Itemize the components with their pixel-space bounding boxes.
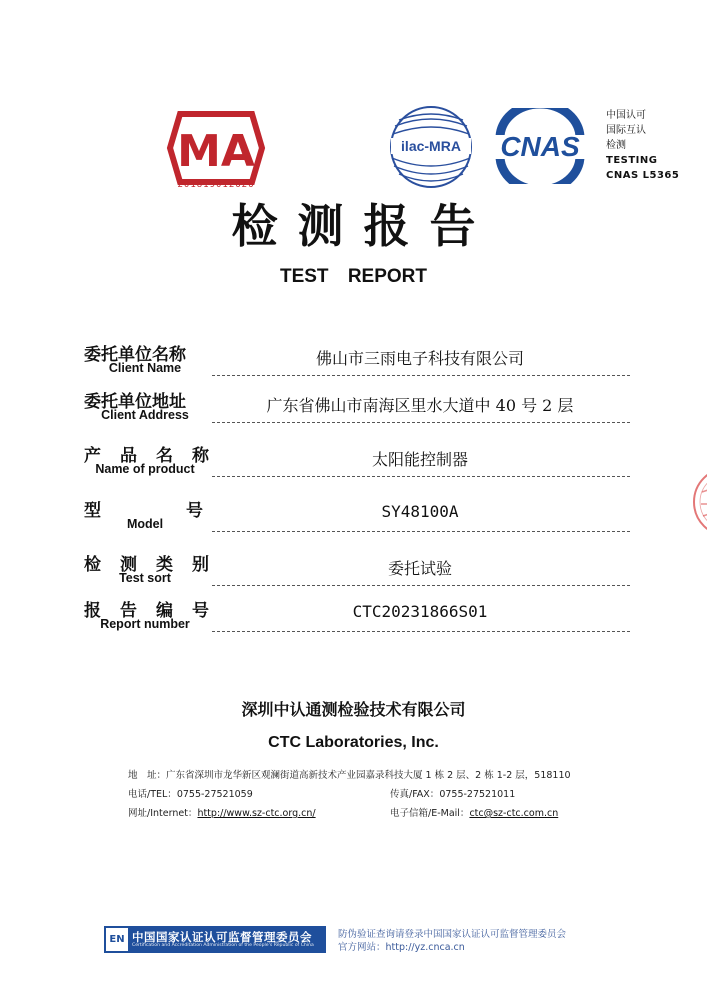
cnca-emblem-icon: EN: [106, 928, 128, 951]
verify-line: 防伪验证查询请登录中国国家认证认可监督管理委员会: [338, 929, 567, 940]
fax-label: 传真/FAX：: [390, 789, 440, 800]
verification-note: [338, 928, 566, 954]
field-label-cn: 产品名称: [84, 446, 228, 466]
field-value: 佛山市三雨电子科技有限公司: [315, 349, 524, 368]
company-email: [390, 805, 558, 819]
cma-code: 201819012626: [177, 180, 255, 190]
field-label-en: Model: [126, 517, 164, 531]
company-name-en: CTC Laboratories, Inc.: [268, 734, 439, 751]
cnas-line: 国际互认: [606, 125, 646, 136]
company-name-cn: 深圳中认通测检验技术有限公司: [241, 700, 466, 719]
field-label-en: Client Name: [108, 361, 182, 375]
company-web: [128, 805, 316, 819]
email-link[interactable]: ctc@sz-ctc.com.cn: [469, 808, 559, 819]
ilac-mra-logo: [385, 104, 477, 190]
fax-value: 0755-27521011: [439, 789, 516, 800]
field-value: 委托试验: [387, 559, 452, 578]
field-label-en: Name of product: [95, 462, 195, 476]
tel-label: 电话/TEL：: [128, 789, 177, 800]
svg-text:ilac-MRA: ilac-MRA: [401, 138, 461, 154]
field-client-address: [84, 387, 630, 437]
report-title-cn: 检测报告: [231, 199, 496, 253]
company-address: 地 址：广东省深圳市龙华新区观澜街道高新技术产业园嘉录科技大厦 1 栋 2 层、2 栋 1-2 层，518110: [128, 770, 571, 781]
field-model: [84, 496, 630, 546]
field-label-cn: 检测类别: [84, 555, 228, 575]
company-fax: [390, 786, 515, 800]
svg-text:MA: MA: [177, 126, 255, 177]
field-client-name: [84, 340, 630, 390]
field-underline: [212, 631, 630, 632]
field-underline: [212, 422, 630, 423]
field-label-cn: 委托单位地址: [84, 392, 186, 412]
verify-line: 官方网站：http://yz.cnca.cn: [338, 942, 465, 953]
web-label: 网址/Internet：: [128, 808, 198, 819]
tel-value: 0755-27521059: [176, 789, 253, 800]
field-label-en: Client Address: [101, 408, 189, 422]
company-tel: [128, 786, 253, 800]
cnca-banner: [104, 926, 326, 953]
field-label-cn: 型号: [84, 501, 288, 521]
cnca-banner-cn: 中国国家认证认可监督管理委员会: [132, 930, 312, 944]
field-label-en: Test sort: [119, 571, 171, 585]
red-seal-stamp-icon: [688, 462, 707, 542]
field-value: SY48100A: [381, 502, 459, 521]
field-label-en: Report number: [100, 617, 190, 631]
field-report-number: [84, 596, 630, 646]
field-underline: [212, 531, 630, 532]
report-title-en: TEST REPORT: [279, 266, 427, 287]
email-label: 电子信箱/E-Mail：: [390, 808, 470, 819]
field-product-name: [84, 441, 630, 491]
field-value: 太阳能控制器: [371, 450, 468, 469]
field-test-sort: [84, 550, 630, 600]
cnas-line: 检测: [606, 140, 626, 151]
svg-text:CNAS: CNAS: [500, 131, 580, 162]
cnas-line: TESTING: [606, 155, 658, 166]
field-underline: [212, 375, 630, 376]
field-value: CTC20231866S01: [352, 602, 488, 621]
cnas-line: CNAS L5365: [606, 170, 680, 181]
cnas-accreditation-text: [606, 108, 679, 183]
field-underline: [212, 476, 630, 477]
field-label-cn: 委托单位名称: [84, 345, 186, 365]
cnas-line: 中国认可: [606, 110, 646, 121]
cnas-logo: [488, 108, 592, 184]
field-underline: [212, 585, 630, 586]
cnca-banner-en: Certification and Accreditation Administration of the People's Republic of China: [132, 943, 314, 948]
field-value: 广东省佛山市南海区里水大道中 40 号 2 层: [266, 396, 574, 415]
website-link[interactable]: http://www.sz-ctc.org.cn/: [197, 808, 316, 819]
field-label-cn: 报告编号: [84, 601, 228, 621]
